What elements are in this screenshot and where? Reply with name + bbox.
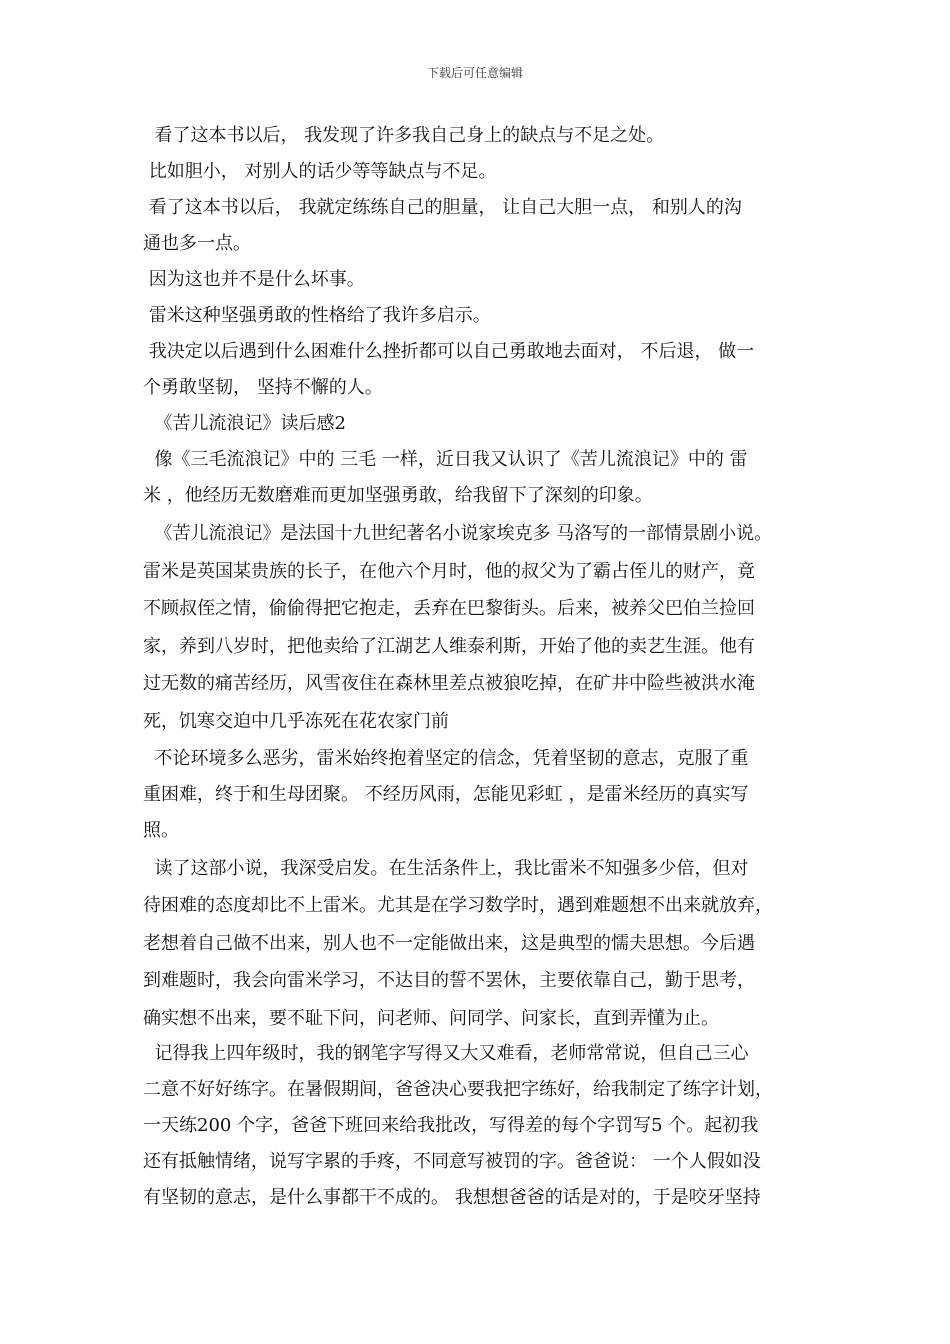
text-line: 到难题时，我会向雷米学习，不达目的誓不罢休，主要依靠自己，勤于思考， — [143, 970, 755, 991]
text-line: 因为这也并不是什么坏事。 — [143, 269, 365, 290]
text-line: 雷米这种坚强勇敢的性格给了我许多启示。 — [143, 305, 491, 326]
text-line: 确实想不出来，要不耻下问，问老师、问同学、问家长，直到弄懂为止。 — [143, 1008, 719, 1029]
text-line: 《苦儿流浪记》是法国十九世纪著名小说家埃克多 马洛写的一部情景剧小说。 — [143, 523, 773, 544]
text-line: 过无数的痛苦经历，风雪夜住在森林里差点被狼吃掉，在矿井中险些被洪水淹 — [143, 673, 755, 694]
text-line: 记得我上四年级时，我的钢笔字写得又大又难看，老师常常说，但自己三心 — [143, 1043, 749, 1064]
text-line: 像《三毛流浪记》中的 三毛 一样，近日我又认识了《苦儿流浪记》中的 雷 — [143, 449, 748, 470]
text-line: 比如胆小， 对别人的话少等等缺点与不足。 — [143, 161, 497, 182]
text-line: 看了这本书以后， 我就定练练自己的胆量， 让自己大胆一点， 和别人的沟 — [143, 197, 742, 218]
text-line: 不论环境多么恶劣，雷米始终抱着坚定的信念，凭着坚韧的意志，克服了重 — [143, 748, 749, 769]
text-line: 老想着自己做不出来，别人也不一定能做出来，这是典型的懦夫思想。今后遇 — [143, 933, 755, 954]
text-line: 有坚韧的意志，是什么事都干不成的。 我想想爸爸的话是对的，于是咬牙坚持 — [143, 1187, 761, 1208]
text-line: 雷米是英国某贵族的长子，在他六个月时，他的叔父为了霸占侄儿的财产，竟 — [143, 561, 755, 582]
text-line: 一天练200 个字，爸爸下班回来给我批改，写得差的每个字罚写5 个。起初我 — [143, 1115, 759, 1136]
text-line: 个勇敢坚韧， 坚持不懈的人。 — [143, 377, 383, 398]
text-line: 米 ，他经历无数磨难而更加坚强勇敢，给我留下了深刻的印象。 — [143, 485, 653, 506]
text-line: 不顾叔侄之情，偷偷得把它抱走，丢弃在巴黎街头。后来，被养父巴伯兰捡回 — [143, 598, 755, 619]
text-line: 还有抵触情绪，说写字累的手疼，不同意写被罚的字。爸爸说： 一个人假如没 — [143, 1151, 761, 1172]
text-line: 待困难的态度却比不上雷米。尤其是在学习数学时，遇到难题想不出来就放弃， — [143, 895, 773, 916]
section-heading: 《苦儿流浪记》读后感2 — [143, 413, 346, 434]
text-line: 家，养到八岁时，把他卖给了江湖艺人维泰利斯，开始了他的卖艺生涯。他有 — [143, 636, 755, 657]
text-line: 死，饥寒交迫中几乎冻死在花农家门前 — [143, 711, 449, 732]
text-line: 读了这部小说，我深受启发。在生活条件上，我比雷米不知强多少倍，但对 — [143, 858, 749, 879]
text-line: 重困难，终于和生母团聚。 不经历风雨，怎能见彩虹 ，是雷米经历的真实写 — [143, 784, 749, 805]
text-line: 照。 — [143, 820, 179, 841]
text-line: 我决定以后遇到什么困难什么挫折都可以自己勇敢地去面对， 不后退， 做一 — [143, 341, 755, 362]
page-header: 下载后可任意编辑 — [426, 66, 523, 80]
text-line: 看了这本书以后， 我发现了许多我自己身上的缺点与不足之处。 — [143, 125, 665, 146]
text-line: 二意不好好练字。在暑假期间，爸爸决心要我把字练好，给我制定了练字计划， — [143, 1079, 773, 1100]
text-line: 通也多一点。 — [143, 233, 251, 254]
